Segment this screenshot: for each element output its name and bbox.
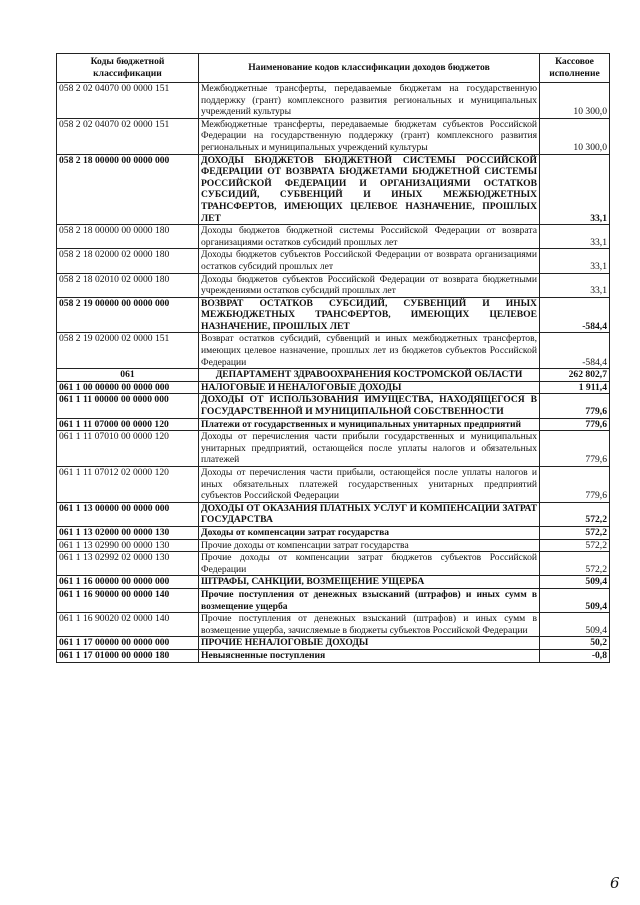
cell-code: 061 1 11 07000 00 0000 120: [57, 418, 199, 431]
cell-code: 061 1 00 00000 00 0000 000: [57, 381, 199, 394]
table-row: [57, 502, 610, 526]
table-row: [57, 297, 610, 333]
cell-amount: 50,2: [540, 637, 610, 650]
cell-amount: 33,1: [540, 154, 610, 225]
cell-code: 061 1 13 00000 00 0000 000: [57, 502, 199, 526]
cell-amount: 33,1: [540, 273, 610, 297]
cell-amount: 10 300,0: [540, 118, 610, 154]
cell-name: Доходы бюджетов субъектов Российской Федерации от возврата организациями остатков субсидий прошлых лет: [199, 249, 540, 273]
cell-name: Возврат остатков субсидий, субвенций и иных межбюджетных трансфертов, имеющих целевое назначение, прошлых лет из бюджетов субъектов Российской Федерации: [199, 333, 540, 369]
table-row: [57, 118, 610, 154]
cell-amount: 779,6: [540, 418, 610, 431]
cell-name: ДОХОДЫ ОТ ОКАЗАНИЯ ПЛАТНЫХ УСЛУГ И КОМПЕНСАЦИИ ЗАТРАТ ГОСУДАРСТВА: [199, 502, 540, 526]
cell-amount: 10 300,0: [540, 83, 610, 119]
table-row: [57, 369, 610, 382]
cell-code: 061 1 16 90020 02 0000 140: [57, 613, 199, 637]
table-row: [57, 637, 610, 650]
cell-amount: -0,8: [540, 649, 610, 662]
table-row: [57, 552, 610, 576]
cell-code: 061 1 11 00000 00 0000 000: [57, 394, 199, 418]
cell-amount: 572,2: [540, 539, 610, 552]
cell-code: 061 1 13 02000 00 0000 130: [57, 526, 199, 539]
cell-name: Прочие доходы от компенсации затрат государства: [199, 539, 540, 552]
cell-amount: 572,2: [540, 552, 610, 576]
table-row: [57, 526, 610, 539]
cell-code: 061 1 11 07010 00 0000 120: [57, 431, 199, 467]
table-row: [57, 649, 610, 662]
cell-name: Платежи от государственных и муниципальных унитарных предприятий: [199, 418, 540, 431]
cell-code: 058 2 18 02000 02 0000 180: [57, 249, 199, 273]
cell-amount: 572,2: [540, 526, 610, 539]
table-row: [57, 381, 610, 394]
table-body: [57, 83, 610, 663]
cell-name: Доходы от компенсации затрат государства: [199, 526, 540, 539]
cell-code: 061 1 16 90000 00 0000 140: [57, 588, 199, 612]
cell-name: Доходы бюджетов бюджетной системы Российской Федерации от возврата организациями остатков субсидий прошлых лет: [199, 225, 540, 249]
cell-amount: 779,6: [540, 394, 610, 418]
cell-amount: 509,4: [540, 588, 610, 612]
cell-code: 061 1 13 02992 02 0000 130: [57, 552, 199, 576]
cell-code: 058 2 19 00000 00 0000 000: [57, 297, 199, 333]
cell-name: Невыясненные поступления: [199, 649, 540, 662]
cell-amount: 509,4: [540, 613, 610, 637]
cell-name: Доходы от перечисления части прибыли, остающейся после уплаты налогов и иных обязательных платежей государственных унитарных предприятий субъектов Российской Федерации: [199, 467, 540, 503]
table-row: [57, 273, 610, 297]
table-header-row: [57, 54, 610, 83]
table-row: [57, 225, 610, 249]
cell-code: 061 1 11 07012 02 0000 120: [57, 467, 199, 503]
cell-code: 058 2 19 02000 02 0000 151: [57, 333, 199, 369]
cell-code: 058 2 02 04070 00 0000 151: [57, 83, 199, 119]
header-name: Наименование кодов классификации доходов бюджетов: [199, 54, 540, 83]
table-row: [57, 333, 610, 369]
cell-code: 061 1 16 00000 00 0000 000: [57, 576, 199, 589]
cell-amount: 262 802,7: [540, 369, 610, 382]
table-row: [57, 576, 610, 589]
cell-name: Доходы бюджетов субъектов Российской Федерации от возврата бюджетными учреждениями остатков субсидий прошлых лет: [199, 273, 540, 297]
page-number: 6: [610, 874, 620, 892]
cell-amount: -584,4: [540, 297, 610, 333]
cell-name: Прочие доходы от компенсации затрат бюджетов субъектов Российской Федерации: [199, 552, 540, 576]
cell-code: 061 1 13 02990 00 0000 130: [57, 539, 199, 552]
header-code: Коды бюджетной классификации: [57, 54, 199, 83]
cell-name: Доходы от перечисления части прибыли государственных и муниципальных унитарных предприятий, остающейся после уплаты налогов и обязательных платежей: [199, 431, 540, 467]
table-row: [57, 394, 610, 418]
cell-amount: 33,1: [540, 249, 610, 273]
cell-amount: 779,6: [540, 431, 610, 467]
table-row: [57, 431, 610, 467]
cell-name: Межбюджетные трансферты, передаваемые бюджетам субъектов Российской Федерации на государственную поддержку (грант) комплексного развития региональных и муниципальных учреждений культуры: [199, 118, 540, 154]
cell-code: 061 1 17 01000 00 0000 180: [57, 649, 199, 662]
cell-code: 058 2 18 00000 00 0000 000: [57, 154, 199, 225]
cell-code: 061 1 17 00000 00 0000 000: [57, 637, 199, 650]
cell-amount: -584,4: [540, 333, 610, 369]
cell-amount: 779,6: [540, 467, 610, 503]
cell-name: ДОХОДЫ БЮДЖЕТОВ БЮДЖЕТНОЙ СИСТЕМЫ РОССИЙСКОЙ ФЕДЕРАЦИИ ОТ ВОЗВРАТА БЮДЖЕТАМИ БЮДЖЕТНОЙ СИСТЕМЫ РОССИЙСКОЙ ФЕДЕРАЦИИ И ОРГАНИЗАЦИЯМИ ОСТАТКОВ СУБСИДИЙ, СУБВЕНЦИЙ И ИНЫХ МЕЖБЮДЖЕТНЫХ ТРАНСФЕРТОВ, ИМЕЮЩИХ ЦЕЛЕВОЕ НАЗНАЧЕНИЕ, ПРОШЛЫХ ЛЕТ: [199, 154, 540, 225]
cell-amount: 572,2: [540, 502, 610, 526]
cell-code: 061: [57, 369, 199, 382]
cell-amount: 33,1: [540, 225, 610, 249]
cell-name: ВОЗВРАТ ОСТАТКОВ СУБСИДИЙ, СУБВЕНЦИЙ И ИНЫХ МЕЖБЮДЖЕТНЫХ ТРАНСФЕРТОВ, ИМЕЮЩИХ ЦЕЛЕВОЕ НАЗНАЧЕНИЕ, ПРОШЛЫХ ЛЕТ: [199, 297, 540, 333]
table-row: [57, 613, 610, 637]
cell-name: ШТРАФЫ, САНКЦИИ, ВОЗМЕЩЕНИЕ УЩЕРБА: [199, 576, 540, 589]
table-row: [57, 249, 610, 273]
table-row: [57, 467, 610, 503]
cell-amount: 1 911,4: [540, 381, 610, 394]
cell-name: ДОХОДЫ ОТ ИСПОЛЬЗОВАНИЯ ИМУЩЕСТВА, НАХОДЯЩЕГОСЯ В ГОСУДАРСТВЕННОЙ И МУНИЦИПАЛЬНОЙ СОБСТВЕННОСТИ: [199, 394, 540, 418]
table-row: [57, 154, 610, 225]
cell-name: НАЛОГОВЫЕ И НЕНАЛОГОВЫЕ ДОХОДЫ: [199, 381, 540, 394]
cell-name: Межбюджетные трансферты, передаваемые бюджетам на государственную поддержку (грант) комплексного развития региональных и муниципальных учреждений культуры: [199, 83, 540, 119]
cell-name: Прочие поступления от денежных взысканий (штрафов) и иных сумм в возмещение ущерба, зачисляемые в бюджеты субъектов Российской Федерации: [199, 613, 540, 637]
cell-code: 058 2 18 02010 02 0000 180: [57, 273, 199, 297]
cell-code: 058 2 02 04070 02 0000 151: [57, 118, 199, 154]
cell-code: 058 2 18 00000 00 0000 180: [57, 225, 199, 249]
header-amount: Кассовое исполнение: [540, 54, 610, 83]
revenue-table: [56, 53, 610, 663]
table-row: [57, 418, 610, 431]
cell-name: ПРОЧИЕ НЕНАЛОГОВЫЕ ДОХОДЫ: [199, 637, 540, 650]
cell-name: Прочие поступления от денежных взысканий (штрафов) и иных сумм в возмещение ущерба: [199, 588, 540, 612]
cell-name: ДЕПАРТАМЕНТ ЗДРАВООХРАНЕНИЯ КОСТРОМСКОЙ ОБЛАСТИ: [199, 369, 540, 382]
table-row: [57, 539, 610, 552]
table-row: [57, 588, 610, 612]
cell-amount: 509,4: [540, 576, 610, 589]
table-row: [57, 83, 610, 119]
